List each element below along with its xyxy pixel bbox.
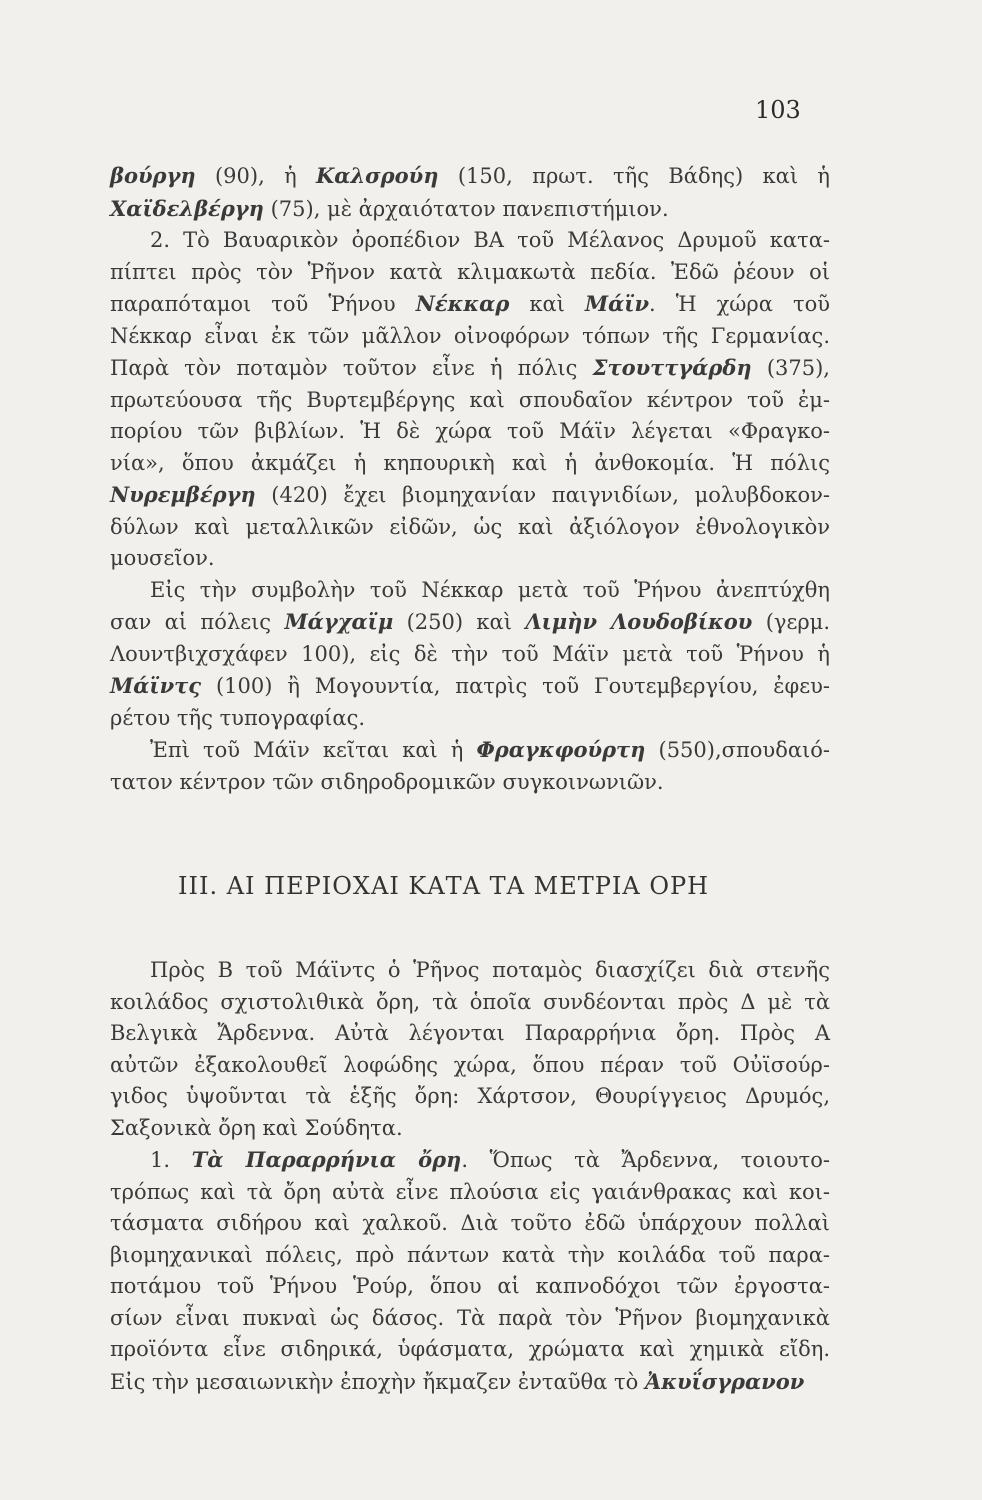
text-line	[110, 257, 830, 289]
text-line	[110, 416, 830, 448]
text-line	[110, 1081, 830, 1113]
text-run: πορίου τῶν βιβλίων. Ἡ δὲ χώρα τοῦ Μάϊν λέγεται «Φραγκο-	[110, 419, 830, 443]
text-run: Παρὰ τὸν ποταμὸν τοῦτον εἶνε ἡ πόλις	[110, 356, 593, 380]
emphasized-name: Ἀκυΐσγρανον	[644, 1368, 805, 1394]
page-number: 103	[755, 96, 801, 124]
text-run: . Ὅπως τὰ Ἄρδεννα, τοιουτο-	[461, 1148, 830, 1172]
text-line	[110, 1303, 830, 1335]
emphasized-name: Μάϊντς	[110, 673, 202, 698]
text-run: Νέκκαρ εἶναι ἐκ τῶν μᾶλλον οἰνοφόρων τόπων τῆς Γερμανίας.	[110, 323, 830, 348]
text-run: τατον κέντρον τῶν σιδηροδρομικῶν συγκοινωνιῶν.	[110, 769, 664, 794]
emphasized-name: Μάγχαϊμ	[284, 609, 394, 634]
text-run: (100) ἢ Μογουντία, πατρὶς τοῦ Γουτεμβεργίου, ἐφευ-	[201, 674, 830, 698]
emphasized-name: Χαϊδελβέργη	[110, 195, 264, 221]
text-run: Βελγικὰ Ἄρδεννα. Αὐτὰ λέγονται Παραρρήνια ὄρη. Πρὸς Α	[110, 1021, 830, 1045]
text-line	[110, 987, 830, 1019]
text-run: 1.	[150, 1148, 192, 1172]
text-line	[110, 225, 830, 257]
text-run: νία», ὅπου ἀκμάζει ἡ κηπουρικὴ καὶ ἡ ἀνθοκομία. Ἡ πόλις	[110, 450, 830, 475]
text-run: (375),	[751, 356, 830, 380]
text-run: ρέτου τῆς τυπογραφίας.	[110, 705, 366, 730]
text-line	[110, 575, 830, 607]
text-run: (75), μὲ ἀρχαιότατον πανεπιστήμιον.	[263, 196, 669, 221]
text-run: (250) καὶ	[393, 610, 526, 634]
text-line	[110, 1240, 830, 1272]
text-run: (150, πρωτ. τῆς Βάδης) καὶ ἡ	[438, 164, 830, 188]
text-run: . Ἡ χώρα τοῦ	[649, 292, 830, 316]
text-line	[110, 385, 830, 417]
text-run: παραπόταμοι τοῦ Ῥήνου	[110, 292, 416, 316]
text-run: προϊόντα εἶνε σιδηρικά, ὑφάσματα, χρώματα καὶ χημικὰ εἴδη.	[110, 1337, 830, 1361]
text-line	[110, 193, 830, 226]
text-run: (90), ἡ	[195, 164, 317, 188]
text-line	[110, 1366, 830, 1399]
text-run: (γερμ.	[752, 610, 830, 634]
text-run: κοιλάδος σχιστολιθικὰ ὄρη, τὰ ὁποῖα συνδέονται πρὸς Δ μὲ τὰ	[110, 989, 830, 1014]
text-line	[110, 512, 830, 544]
text-run: αὐτῶν ἐξακολουθεῖ λοφώδης χώρα, ὅπου πέραν τοῦ Οὐϊσούρ-	[110, 1052, 830, 1077]
text-run: σαν αἱ πόλεις	[110, 610, 285, 634]
text-line	[110, 352, 830, 385]
text-line	[110, 1144, 830, 1177]
text-line	[110, 703, 830, 735]
text-run: Σαξονικὰ ὄρη καὶ Σούδητα.	[110, 1115, 403, 1140]
text-line	[110, 479, 830, 512]
text-line	[110, 321, 830, 353]
text-run: πρωτεύουσα τῆς Βυρτεμβέργης καὶ σπουδαῖον κέντρον τοῦ ἐμ-	[110, 387, 830, 412]
text-run: (420) ἔχει βιομηχανίαν παιγνιδίων, μολυβδοκον-	[255, 483, 830, 507]
text-run: (550),σπουδαιό-	[645, 738, 830, 762]
text-run: βιομηχανικαὶ πόλεις, πρὸ πάντων κατὰ τὴν κοιλάδα τοῦ παρα-	[110, 1242, 830, 1267]
emphasized-name: Φραγκφούρτη	[476, 737, 646, 762]
text-run: πίπτει πρὸς τὸν Ῥῆνον κατὰ κλιμακωτὰ πεδία. Ἐδῶ ῥέουν οἱ	[110, 259, 830, 284]
text-line	[110, 955, 830, 987]
text-run: Ἐπὶ τοῦ Μάϊν κεῖται καὶ ἡ	[150, 738, 477, 762]
text-run: Εἰς τὴν συμβολὴν τοῦ Νέκκαρ μετὰ τοῦ Ῥήνου ἀνεπτύχθη	[150, 577, 830, 602]
section-body-2	[110, 955, 830, 1398]
emphasized-name: Μάϊν	[584, 291, 650, 316]
text-run: καὶ	[509, 292, 585, 316]
text-line	[110, 1018, 830, 1050]
text-run: σίων εἶναι πυκναὶ ὡς δάσος. Τὰ παρὰ τὸν Ῥῆνον βιομηχανικὰ	[110, 1305, 830, 1330]
text-line	[110, 606, 830, 639]
text-line	[110, 1177, 830, 1209]
text-line	[110, 1050, 830, 1082]
text-line	[110, 767, 830, 799]
emphasized-name: βούργη	[110, 163, 196, 188]
text-line	[110, 639, 830, 671]
text-run: δύλων καὶ μεταλλικῶν εἰδῶν, ὡς καὶ ἀξιόλογον ἐθνολογικὸν	[110, 514, 830, 539]
text-run: γιδος ὑψοῦνται τὰ ἑξῆς ὄρη: Χάρτσον, Θουρίγγειος Δρυμός,	[110, 1084, 830, 1108]
emphasized-name: Στουττγάρδη	[592, 355, 752, 380]
text-run: μουσεῖον.	[110, 546, 215, 570]
section-body-1	[110, 160, 830, 798]
emphasized-name: Λιμὴν Λουδοβίκου	[525, 609, 753, 634]
emphasized-name: Καλσρούη	[316, 163, 439, 188]
text-line	[110, 1208, 830, 1240]
section-heading: ΙΙΙ. ΑΙ ΠΕΡΙΟΧΑΙ ΚΑΤΑ ΤΑ ΜΕΤΡΙΑ ΟΡΗ	[178, 872, 710, 900]
text-run: ποτάμου τοῦ Ῥήνου Ῥούρ, ὅπου αἱ καπνοδόχοι τῶν ἐργοστα-	[110, 1274, 830, 1298]
text-line	[110, 543, 830, 575]
text-line	[110, 448, 830, 480]
text-run: τρόπως καὶ τὰ ὄρη αὐτὰ εἶνε πλούσια εἰς γαιάνθρακας καὶ κοι-	[110, 1179, 830, 1204]
text-line	[110, 734, 830, 767]
text-run: 2. Τὸ Βαυαρικὸν ὀροπέδιον ΒΑ τοῦ Μέλανος Δρυμοῦ κατα-	[150, 228, 830, 252]
text-line	[110, 160, 830, 193]
emphasized-name: Τὰ Παραρρήνια ὄρη	[191, 1147, 462, 1172]
text-run: Εἰς τὴν μεσαιωνικὴν ἐποχὴν ἤκμαζεν ἐνταῦθα τὸ	[110, 1369, 645, 1394]
emphasized-name: Νυρεμβέργη	[110, 482, 256, 507]
text-line	[110, 1334, 830, 1366]
text-run: Λουντβιχσχάφεν 100), εἰς δὲ τὴν τοῦ Μάϊν μετὰ τοῦ Ῥήνου ἡ	[110, 641, 830, 666]
emphasized-name: Νέκκαρ	[415, 291, 510, 316]
text-run: Πρὸς Β τοῦ Μάϊντς ὁ Ῥῆνος ποταμὸς διασχίζει διὰ στενῆς	[150, 958, 830, 982]
text-line	[110, 288, 830, 321]
text-line	[110, 1113, 830, 1145]
text-run: τάσματα σιδήρου καὶ χαλκοῦ. Διὰ τοῦτο ἐδῶ ὑπάρχουν πολλαὶ	[110, 1211, 830, 1235]
text-line	[110, 1271, 830, 1303]
text-line	[110, 670, 830, 703]
